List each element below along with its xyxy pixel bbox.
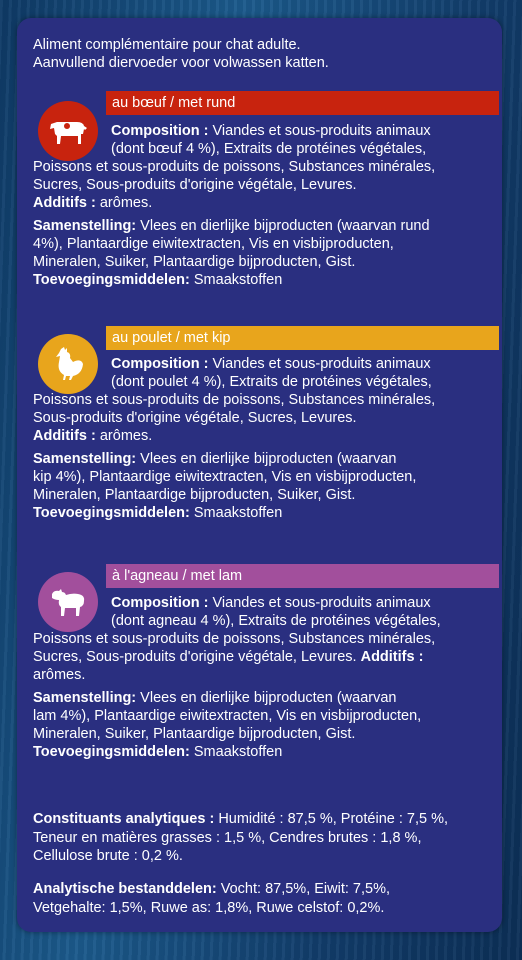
additifs-text: arômes. [33, 667, 86, 683]
composition-text: Viandes et sous-produits animaux [212, 123, 431, 139]
additifs-label: Additifs : [33, 195, 96, 211]
additifs-text: arômes. [99, 428, 153, 444]
samenstelling-text: Mineralen, Suiker, Plantaardige bijproducten, Gist. [33, 254, 356, 270]
composition-text: Sucres, Sous-produits d'origine végétale, Levures. [33, 177, 357, 193]
section-text [33, 122, 435, 289]
samenstelling-label: Samenstelling: [33, 451, 137, 467]
toevoegingsmiddelen-label: Toevoegingsmiddelen: [33, 272, 190, 288]
composition-label: Composition : [111, 595, 209, 611]
section-text [33, 594, 441, 761]
additifs-text: arômes. [99, 195, 153, 211]
toevoegingsmiddelen-label: Toevoegingsmiddelen: [33, 744, 190, 760]
section-title-bar: au bœuf / met rund [106, 91, 499, 115]
toevoegingsmiddelen-text: Smaakstoffen [193, 744, 283, 760]
samenstelling-text: 4%), Plantaardige eiwitextracten, Vis en visbijproducten, [33, 236, 394, 252]
composition-label: Composition : [111, 356, 209, 372]
toevoegingsmiddelen-text: Smaakstoffen [193, 272, 283, 288]
additifs-label: Additifs : [33, 428, 96, 444]
composition-text: (dont poulet 4 %), Extraits de protéines végétales, [111, 374, 432, 390]
intro-text [33, 36, 329, 72]
section-title-bar: au poulet / met kip [106, 326, 499, 350]
composition-text: (dont bœuf 4 %), Extraits de protéines végétales, [111, 141, 427, 157]
analytics-fr-text: Cellulose brute : 0,2 %. [33, 848, 183, 864]
samenstelling-text: kip 4%), Plantaardige eiwitextracten, Vis en visbijproducten, [33, 469, 417, 485]
samenstelling-label: Samenstelling: [33, 218, 137, 234]
samenstelling-text: Vlees en dierlijke bijproducten (waarvan [140, 690, 397, 706]
samenstelling-label: Samenstelling: [33, 690, 137, 706]
samenstelling-text: Vlees en dierlijke bijproducten (waarvan [140, 451, 397, 467]
section-title-bar: à l'agneau / met lam [106, 564, 499, 588]
toevoegingsmiddelen-label: Toevoegingsmiddelen: [33, 505, 190, 521]
composition-text: Viandes et sous-produits animaux [212, 356, 431, 372]
analytics-fr-text: Humidité : 87,5 %, Protéine : 7,5 %, [218, 811, 449, 827]
section-text [33, 355, 435, 522]
analytics-fr [33, 810, 448, 866]
analytics-nl [33, 880, 390, 917]
samenstelling-text: Vlees en dierlijke bijproducten (waarvan rund [140, 218, 430, 234]
composition-text: Viandes et sous-produits animaux [212, 595, 431, 611]
intro-line-fr: Aliment complémentaire pour chat adulte. [33, 37, 301, 53]
ingredients-panel [17, 18, 502, 932]
additifs-label: Additifs : [360, 649, 424, 665]
composition-text: Poissons et sous-produits de poissons, Substances minérales, [33, 631, 436, 647]
samenstelling-text: Mineralen, Suiker, Plantaardige bijproducten, Gist. [33, 726, 356, 742]
samenstelling-text: lam 4%), Plantaardige eiwitextracten, Vis en visbijproducten, [33, 708, 422, 724]
analytics-nl-text: Vetgehalte: 1,5%, Ruwe as: 1,8%, Ruwe celstof: 0,2%. [33, 899, 385, 916]
composition-text: Sucres, Sous-produits d'origine végétale, Levures. [33, 649, 357, 665]
composition-text: Sous-produits d'origine végétale, Sucres, Levures. [33, 410, 357, 426]
composition-text: Poissons et sous-produits de poissons, Substances minérales, [33, 392, 436, 408]
toevoegingsmiddelen-text: Smaakstoffen [193, 505, 283, 521]
intro-line-nl: Aanvullend diervoeder voor volwassen katten. [33, 55, 329, 71]
composition-text: (dont agneau 4 %), Extraits de protéines végétales, [111, 613, 441, 629]
composition-label: Composition : [111, 123, 209, 139]
analytics-fr-label: Constituants analytiques : [33, 811, 215, 827]
analytics-fr-text: Teneur en matières grasses : 1,5 %, Cendres brutes : 1,8 %, [33, 829, 422, 846]
analytics-nl-label: Analytische bestanddelen: [33, 881, 217, 897]
analytics-nl-text: Vocht: 87,5%, Eiwit: 7,5%, [220, 881, 391, 897]
composition-text: Poissons et sous-produits de poissons, Substances minérales, [33, 159, 436, 175]
samenstelling-text: Mineralen, Plantaardige bijproducten, Suiker, Gist. [33, 487, 356, 503]
